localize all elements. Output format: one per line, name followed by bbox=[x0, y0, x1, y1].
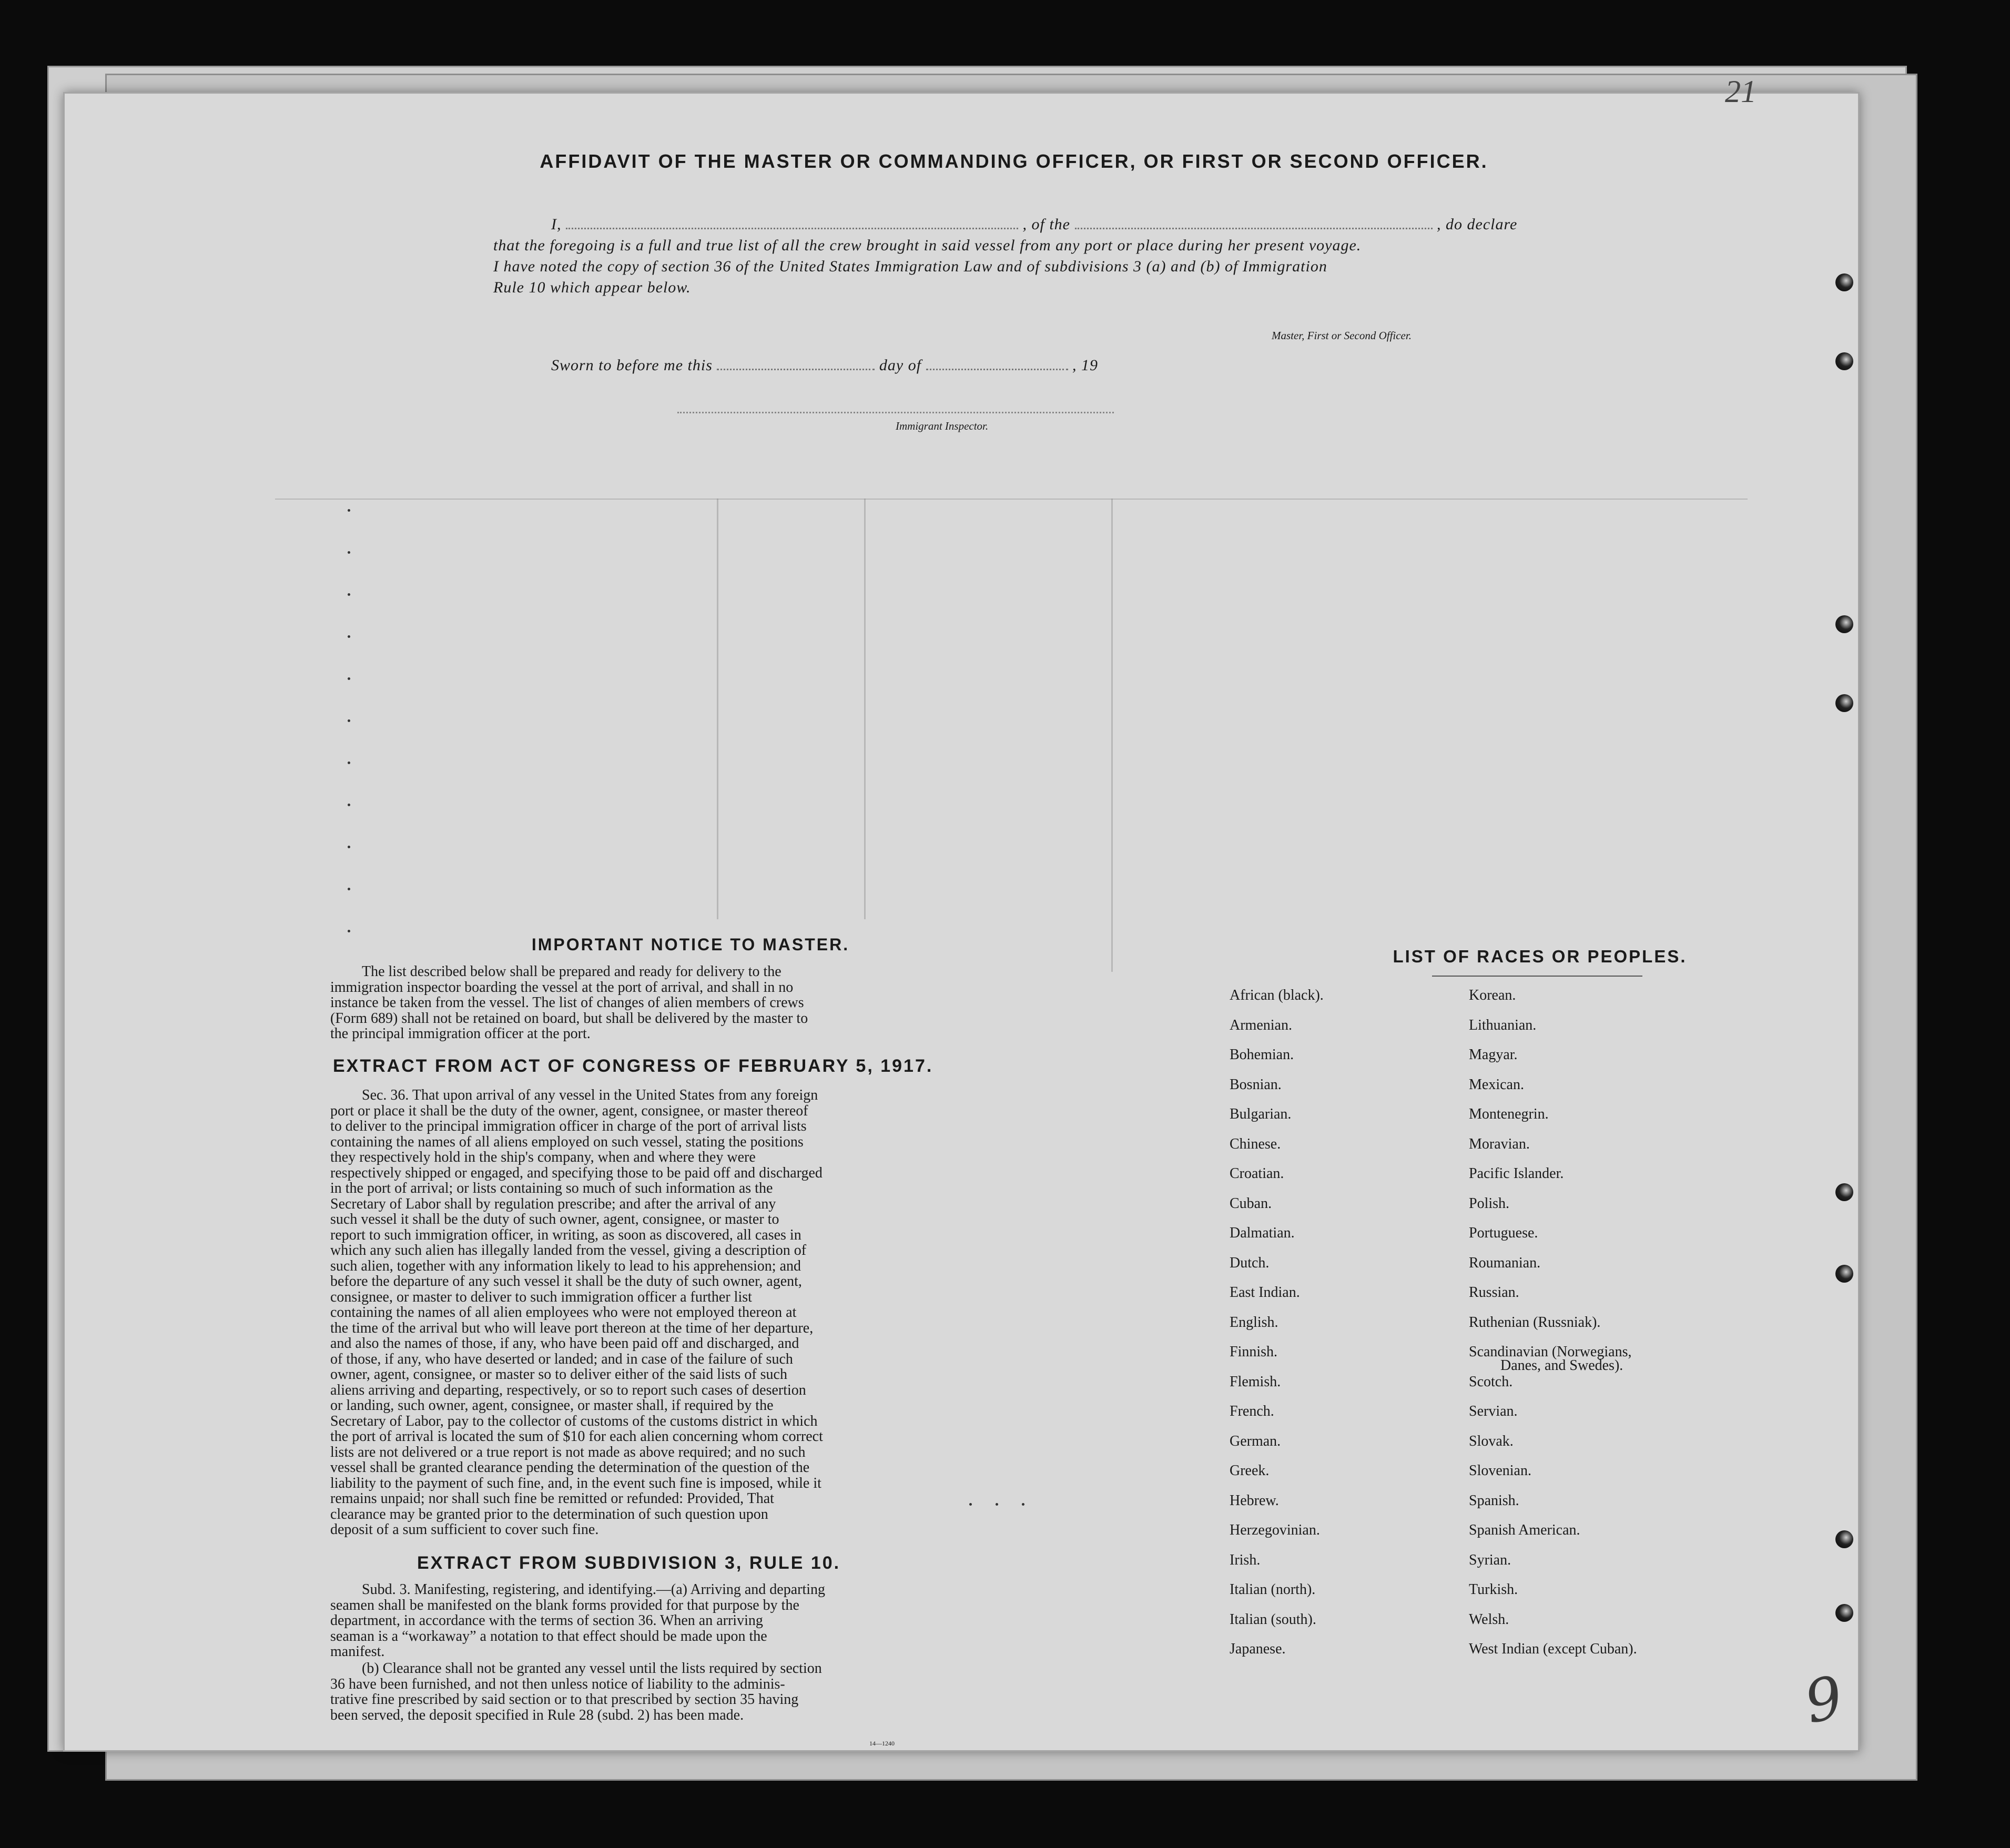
inspector-signature-line bbox=[677, 412, 1114, 413]
extract-act-title: EXTRACT FROM ACT OF CONGRESS OF FEBRUARY 5, 1917. bbox=[333, 1056, 933, 1076]
notice-title: IMPORTANT NOTICE TO MASTER. bbox=[531, 935, 850, 954]
tick-mark bbox=[348, 888, 350, 890]
extract-act-line: to deliver to the principal immigration officer in charge of the port of arrival lists bbox=[330, 1118, 807, 1134]
manifest-back-page bbox=[63, 92, 1860, 1752]
race-item: Polish. bbox=[1469, 1195, 1510, 1212]
extract-act-line: such vessel it shall be the duty of such owner, agent, consignee, or master to bbox=[330, 1211, 779, 1227]
dot-mark bbox=[1022, 1503, 1024, 1506]
race-item: Irish. bbox=[1230, 1551, 1261, 1568]
extract-rule-line: seaman is a “workaway” a notation to that effect should be made upon the bbox=[330, 1628, 767, 1644]
race-item: Mexican. bbox=[1469, 1076, 1524, 1093]
extract-act-line: consignee, or master to deliver to such immigration officer a further list bbox=[330, 1288, 752, 1305]
inspector-label: Immigrant Inspector. bbox=[896, 420, 989, 432]
extract-act-line: vessel shall be granted clearance pending the determination of the question of the bbox=[330, 1459, 810, 1476]
race-item: Portuguese. bbox=[1469, 1225, 1538, 1241]
form-number: 14—1240 bbox=[869, 1740, 895, 1747]
sworn-start: Sworn to before me this bbox=[551, 357, 713, 374]
extract-act-line: they respectively hold in the ship's company, when and where they were bbox=[330, 1149, 756, 1165]
extract-act-line: such alien, together with any information likely to lead to his apprehension; and bbox=[330, 1257, 801, 1274]
corner-mark: 21 bbox=[1725, 74, 1757, 109]
punch-hole bbox=[1835, 1183, 1853, 1201]
race-item: Italian (south). bbox=[1230, 1611, 1316, 1628]
punch-hole bbox=[1835, 273, 1853, 291]
race-item: Japanese. bbox=[1230, 1641, 1286, 1657]
bleed-through-column bbox=[717, 499, 718, 919]
race-item: Spanish American. bbox=[1469, 1522, 1580, 1538]
extract-rule-title: EXTRACT FROM SUBDIVISION 3, RULE 10. bbox=[417, 1553, 841, 1573]
notice-paragraph bbox=[330, 964, 1003, 1042]
punch-hole bbox=[1835, 1265, 1853, 1283]
dot-mark bbox=[969, 1503, 972, 1506]
extract-rule-line: (b) Clearance shall not be granted any vessel until the lists required by section bbox=[362, 1660, 822, 1677]
race-item: Montenegrin. bbox=[1469, 1106, 1549, 1122]
extract-act-line: in the port of arrival; or lists containing so much of such information as the bbox=[330, 1180, 773, 1196]
race-item: Flemish. bbox=[1230, 1373, 1281, 1390]
race-item: Bosnian. bbox=[1230, 1076, 1282, 1093]
tick-mark bbox=[348, 635, 350, 638]
tick-mark bbox=[348, 593, 350, 596]
races-right-column bbox=[1469, 988, 1637, 1671]
races-title: LIST OF RACES OR PEOPLES. bbox=[1393, 947, 1687, 966]
race-item: Dalmatian. bbox=[1230, 1225, 1295, 1241]
notice-line: instance be taken from the vessel. The list of changes of alien members of crews bbox=[330, 994, 804, 1011]
sworn-year: , 19 bbox=[1072, 357, 1099, 374]
extract-act-line: and also the names of those, if any, who have been paid off and discharged, and bbox=[330, 1335, 799, 1352]
race-item: Greek. bbox=[1230, 1463, 1270, 1479]
extract-rule-line: 36 have been furnished, and not then unless notice of liability to the adminis- bbox=[330, 1676, 785, 1692]
extract-rule-line: department, in accordance with the terms of section 36. When an arriving bbox=[330, 1612, 763, 1629]
handwritten-note: 9 bbox=[1799, 1663, 1849, 1737]
extract-rule-subd-b bbox=[330, 1661, 1003, 1723]
extract-act-line: of those, if any, who have deserted or landed; and in case of the failure of such bbox=[330, 1351, 793, 1367]
race-item: Bohemian. bbox=[1230, 1047, 1294, 1063]
affidavit-line1-end: , do declare bbox=[1437, 216, 1518, 233]
extract-act-line: containing the names of all alien employees who were not employed thereon at bbox=[330, 1304, 797, 1321]
sworn-month-blank bbox=[926, 369, 1068, 370]
extract-act-line: remains unpaid; nor shall such fine be remitted or refunded: Provided, That bbox=[330, 1490, 774, 1507]
extract-act-line: containing the names of all aliens employed on such vessel, stating the positions bbox=[330, 1133, 804, 1150]
race-item: Herzegovinian. bbox=[1230, 1522, 1320, 1538]
notice-line: immigration inspector boarding the vessel at the port of arrival, and shall in no bbox=[330, 979, 794, 996]
extract-act-line: clearance may be granted prior to the determination of such question upon bbox=[330, 1506, 768, 1522]
extract-act-line: owner, agent, consignee, or master so to deliver either of the said lists of such bbox=[330, 1366, 787, 1383]
extract-act-line: respectively shipped or engaged, and specifying those to be paid off and discharged bbox=[330, 1164, 823, 1181]
extract-act-line: the time of the arrival but who will leave port thereon at the time of her departure, bbox=[330, 1319, 814, 1336]
bleed-through-column bbox=[1111, 499, 1113, 972]
race-item: Russian. bbox=[1469, 1284, 1519, 1301]
race-item: Finnish. bbox=[1230, 1344, 1278, 1360]
race-item: Magyar. bbox=[1469, 1047, 1518, 1063]
affidavit-title: AFFIDAVIT OF THE MASTER OR COMMANDING OFFICER, OR FIRST OR SECOND OFFICER. bbox=[540, 150, 1488, 172]
sworn-day: day of bbox=[879, 357, 922, 374]
extract-rule-line: manifest. bbox=[330, 1643, 385, 1660]
punch-hole bbox=[1835, 615, 1853, 633]
tick-mark bbox=[348, 761, 350, 764]
punch-hole bbox=[1835, 1604, 1853, 1622]
affidavit-line1-start: I, bbox=[551, 216, 562, 233]
race-item: German. bbox=[1230, 1433, 1281, 1449]
race-item: English. bbox=[1230, 1314, 1278, 1331]
extract-act-line: Sec. 36. That upon arrival of any vessel in the United States from any foreign bbox=[362, 1087, 818, 1103]
race-item: Pacific Islander. bbox=[1469, 1165, 1564, 1182]
tick-mark bbox=[348, 804, 350, 806]
race-item: Chinese. bbox=[1230, 1135, 1281, 1152]
race-item: Scandinavian (Norwegians, Danes, and Swedes). bbox=[1469, 1344, 1637, 1374]
races-title-rule bbox=[1432, 976, 1642, 977]
affidavit-line-3: I have noted the copy of section 36 of the United States Immigration Law and of subdivisions 3 (a) and (b) of Immigration bbox=[493, 258, 1327, 275]
race-item: Dutch. bbox=[1230, 1254, 1270, 1271]
extract-rule-line: been served, the deposit specified in Rule 28 (subd. 2) has been made. bbox=[330, 1707, 744, 1723]
extract-act-line: Secretary of Labor, pay to the collector of customs of the customs district in which bbox=[330, 1413, 818, 1429]
extract-act-line: or landing, such owner, agent, consignee, or master shall, if required by the bbox=[330, 1397, 774, 1414]
race-item: Cuban. bbox=[1230, 1195, 1272, 1212]
sworn-line bbox=[551, 357, 1098, 374]
extract-act-line: Secretary of Labor shall by regulation prescribe; and after the arrival of any bbox=[330, 1195, 776, 1212]
extract-act-line: the port of arrival is located the sum of $10 for each alien concerning whom correct bbox=[330, 1428, 823, 1445]
race-item: French. bbox=[1230, 1403, 1274, 1419]
race-item: West Indian (except Cuban). bbox=[1469, 1641, 1637, 1657]
race-item: Scotch. bbox=[1469, 1373, 1513, 1390]
race-item: Bulgarian. bbox=[1230, 1106, 1292, 1122]
extract-act-line: port or place it shall be the duty of the owner, agent, consignee, or master thereof bbox=[330, 1102, 808, 1119]
extract-act-line: liability to the payment of such fine, and, in the event such fine is imposed, while it bbox=[330, 1475, 821, 1491]
extract-act-line: report to such immigration officer, in writing, as soon as discovered, all cases in bbox=[330, 1226, 801, 1243]
race-item: Hebrew. bbox=[1230, 1492, 1279, 1509]
extract-rule-line: trative fine prescribed by said section or to that prescribed by section 35 having bbox=[330, 1691, 799, 1708]
race-item: African (black). bbox=[1230, 987, 1324, 1003]
name-blank bbox=[566, 228, 1018, 229]
race-item: Turkish. bbox=[1469, 1581, 1518, 1598]
affidavit-line-2: that the foregoing is a full and true list of all the crew brought in said vessel from any port or place during her present voyage. bbox=[493, 237, 1362, 254]
race-item: Slovak. bbox=[1469, 1433, 1514, 1449]
race-item: Moravian. bbox=[1469, 1135, 1530, 1152]
punch-hole bbox=[1835, 694, 1853, 712]
tick-mark bbox=[348, 846, 350, 848]
race-item: Lithuanian. bbox=[1469, 1017, 1537, 1033]
race-item-continuation: Danes, and Swedes). bbox=[1500, 1357, 1623, 1374]
notice-line: The list described below shall be prepared and ready for delivery to the bbox=[362, 963, 781, 980]
extract-act-line: deposit of a sum sufficient to cover such fine. bbox=[330, 1521, 599, 1538]
dot-mark bbox=[996, 1503, 998, 1506]
race-item: Korean. bbox=[1469, 987, 1516, 1003]
affidavit-line1-mid: , of the bbox=[1022, 216, 1070, 233]
tick-mark bbox=[348, 677, 350, 680]
tick-mark bbox=[348, 509, 350, 512]
tick-mark bbox=[348, 551, 350, 554]
punch-hole bbox=[1835, 1530, 1853, 1548]
affidavit-line-1 bbox=[551, 216, 1517, 233]
races-left-column bbox=[1230, 988, 1324, 1671]
extract-act-line: aliens arriving and departing, respectively, or so to report such cases of desertion bbox=[330, 1382, 806, 1398]
notice-line: the principal immigration officer at the port. bbox=[330, 1025, 591, 1042]
master-signature-label: Master, First or Second Officer. bbox=[1272, 329, 1412, 342]
race-item: Slovenian. bbox=[1469, 1463, 1531, 1479]
sworn-day-blank bbox=[717, 369, 875, 370]
notice-line: (Form 689) shall not be retained on board, but shall be delivered by the master to bbox=[330, 1010, 808, 1027]
race-item: Italian (north). bbox=[1230, 1581, 1316, 1598]
race-item: Armenian. bbox=[1230, 1017, 1292, 1033]
race-item: Syrian. bbox=[1469, 1551, 1511, 1568]
race-item: Spanish. bbox=[1469, 1492, 1519, 1509]
race-item: Welsh. bbox=[1469, 1611, 1509, 1628]
tick-mark bbox=[348, 930, 350, 932]
bleed-through-rule bbox=[275, 499, 1748, 500]
race-item: Roumanian. bbox=[1469, 1254, 1541, 1271]
punch-hole bbox=[1835, 352, 1853, 370]
race-item: East Indian. bbox=[1230, 1284, 1300, 1301]
vessel-blank bbox=[1075, 228, 1433, 229]
extract-act-line: which any such alien has illegally landed from the vessel, giving a description of bbox=[330, 1242, 807, 1258]
extract-rule-line: seamen shall be manifested on the blank forms provided for that purpose by the bbox=[330, 1597, 799, 1613]
bleed-through-column bbox=[864, 499, 866, 919]
extract-act-line: lists are not delivered or a true report is not made as above required; and no such bbox=[330, 1444, 806, 1460]
extract-rule-subd-a bbox=[330, 1582, 1003, 1660]
race-item: Croatian. bbox=[1230, 1165, 1284, 1182]
race-item: Ruthenian (Russniak). bbox=[1469, 1314, 1601, 1331]
extract-act-line: before the departure of any such vessel it shall be the duty of such owner, agent, bbox=[330, 1273, 802, 1289]
race-item: Servian. bbox=[1469, 1403, 1518, 1419]
tick-mark bbox=[348, 719, 350, 722]
affidavit-line-4: Rule 10 which appear below. bbox=[493, 279, 691, 296]
extract-act-text bbox=[330, 1088, 1003, 1538]
extract-rule-line: Subd. 3. Manifesting, registering, and identifying.—(a) Arriving and departing bbox=[362, 1581, 826, 1598]
